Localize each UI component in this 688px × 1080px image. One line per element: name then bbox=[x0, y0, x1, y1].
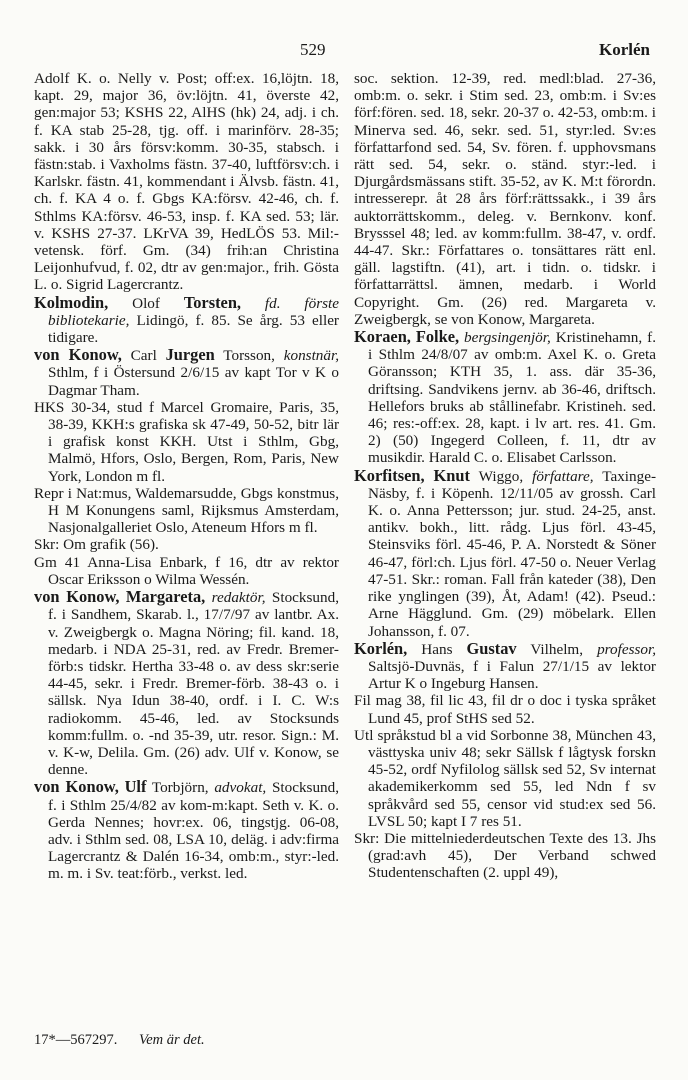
entry-given-name: Margareta, bbox=[125, 587, 206, 607]
biography-entry bbox=[354, 467, 656, 640]
entry-given-name: Ulf bbox=[124, 777, 147, 797]
entry-surname: Korlén, bbox=[354, 638, 408, 658]
entry-occupation: professor, bbox=[583, 640, 657, 658]
entry-text: Saltsjö-Duvnäs, f i Falun 27/1/15 av lektor Artur K o Ingeburg Hansen. bbox=[368, 657, 656, 693]
biography-entry bbox=[34, 294, 339, 347]
paragraph-text: HKS 30-34, stud f Marcel Gromaire, Paris, 35, 38-39, KKH:s grafiska sk 47-49, 50-52, bitr lär i grafisk konst KKH. Utst i Sthlm, Gbg, Malmö, Hfors, Oslo, Bergen, Rom, Paris, New York, London m fl. bbox=[34, 398, 339, 485]
paragraph-text: Gm 41 Anna-Lisa Enbark, f 16, dtr av rektor Oscar Eriksson o Wilma Wessén. bbox=[34, 553, 339, 588]
entry-surname: Koraen, bbox=[354, 327, 411, 347]
entry-surname: von Konow, bbox=[34, 777, 119, 797]
entry-forename bbox=[425, 468, 434, 485]
entry-paragraph bbox=[354, 830, 656, 882]
page-header bbox=[0, 40, 688, 64]
entry-text: Taxinge-Näsby, f. i Köpenh. 12/11/05 av grossh. Carl K. o. Anna Pettersson; jur. stud. 24-25, anst. antikv. bokh., litt. rådg. Ljus förl. 43-45, Steinsviks förl. 45-46, P. A. Norstedt & Söner 46-47, förl:ch. Ljus förl. 47-50 o. Neuer Verlag 47-51. Skr.: roman. Fall från kateder (38), Den rike ynglingen (39), Åt, Adam! (42). Pseud.: Arne Hägglund. Gm. (29) möbelark. Ellen Johansson, f. 07. bbox=[368, 467, 657, 640]
paragraph-text: Skr: Om grafik (56). bbox=[34, 536, 159, 554]
paragraph-text: Fil mag 38, fil lic 43, fil dr o doc i tyska språket Lund 45, prof StHS sed 52. bbox=[354, 692, 656, 727]
entry-given-name: Jurgen bbox=[165, 345, 215, 365]
entry-surname: von Konow, bbox=[34, 587, 120, 607]
entry-paragraph bbox=[354, 727, 656, 830]
publication-title: Vem är det. bbox=[139, 1032, 205, 1048]
biography-entry bbox=[34, 588, 339, 778]
entry-extra-names: Vilhelm, bbox=[516, 640, 584, 658]
paragraph-text: Utl språkstud bl a vid Sorbonne 38, München 43, västtyska univ 48; sekr Sällsk f lågtysk forskn 45-52, ordf Nyfilolog sällsk sed 52, Sv internat akademikerkomm sed 55, led Ndn f sv språkvård sed 55, censor vid stud:ex sed 56. LVSL 50; kapt I 7 res 51. bbox=[354, 726, 656, 830]
biography-entry bbox=[354, 328, 656, 467]
entry-text: Kristinehamn, f. i Sthlm 24/8/07 av omb:m. Axel K. o. Greta Göransson; KTH 35, 1. ass. där 35-36, driftsing. Sandvikens jernv. ab 36-46, driftsch. Hellefors bruks ab stållinefabr. Kristineh. sed. 46; res:-off:ex. 28, kapt. i lv art. res. 41. Gm. 2) (50) Ingegerd Colleen, f. 11, dtr av musikdir. Harald C. o. Elisabet Carlsson. bbox=[368, 329, 656, 467]
entry-text: Sthlm, f i Östersund 2/6/15 av kapt Tor v K o Dagmar Tham. bbox=[48, 364, 339, 399]
page-footer bbox=[34, 1032, 205, 1049]
entry-text: Stocksund, f. i Sandhem, Skarab. l., 17/7/97 av lantbr. Ax. v. Zweigbergk o. Magna Nöring; fil. kand. 18, medarb. i NDA 25-31, red. av Fredr. Bremer-förb:s tidskr. Hertha 33-48 o. av dess skr:serie 44-45, sekr. i Fredr. Bremer-förb. 38-43 o. i sällsk. Nya Idun 38-40, ordf. i I. C. W:s radiokomm. 45-46, led. av Stocksunds komm:fullm. o. -nd 35-39, utr. resor. Sign.: M. v. K-w, Delila. Gm. (26) adv. Ulf v. Konow, se denne. bbox=[48, 589, 340, 779]
continued-entry bbox=[354, 70, 656, 328]
entry-occupation: konstnär, bbox=[274, 347, 339, 365]
entry-occupation: redaktör, bbox=[205, 589, 266, 607]
continued-text: soc. sektion. 12-39, red. medl:blad. 27-36, omb:m. o. sekr. i Stim sed. 23, omb:m. i Sv:es förf:fören. sed. 18, sekr. 20-37 o. 42-53, omb:m. i Minerva sed. 46, sekr. sed. 51, styr:led. Sv:es författarfond sed. 54, Sv. fören. f. upphovsmans rätt sed. 54, sekr. o. ständ. styr:-led. i Djurgårdsmässans stift. 35-52, av K. M:t förordn. intresserepr. åt 28 års förf:rättssakk., i 39 års auktorrättskomm., deleg. v. Bernkonv. konf. Brysssel 48; led. av komm:fullm. 38-47, v. ordf. 44-47. Skr.: Författares o. tonsättares rätt enl. gäll. lagstiftn. (41), art. i tidn. o. tidskr. i författarrättsl. ämnen, medarb. i World Copyright. Gm. (26) red. Margareta v. Zweigbergk, se von Konow, Margareta. bbox=[354, 70, 656, 328]
biography-entry bbox=[354, 640, 656, 693]
entry-paragraph bbox=[34, 554, 339, 588]
entry-occupation: författare, bbox=[523, 467, 594, 485]
entry-given-name: Knut bbox=[433, 465, 470, 485]
entry-surname: Kolmodin, bbox=[34, 292, 109, 312]
paragraph-text: Repr i Nat:mus, Waldemarsudde, Gbgs konstmus, H M Konungens saml, Rijksmus Amsterdam, Nasjonalgalleriet Oslo, Ateneum Hfors m fl. bbox=[34, 484, 339, 537]
entry-forename: Carl bbox=[121, 347, 166, 365]
page-number: 529 bbox=[300, 40, 326, 59]
print-signature: 17*—567297. bbox=[34, 1032, 118, 1048]
running-head: Korlén bbox=[599, 40, 650, 59]
entry-paragraph bbox=[34, 485, 339, 537]
entry-given-name: Torsten, bbox=[183, 292, 242, 312]
entry-text: Stocksund, f. i Sthlm 25/4/82 av kom-m:kapt. Seth v. K. o. Gerda Nennes; hovr:ex. 06, tingstjg. 06-08, adv. i Sthlm sed. 08, LSA 10, deläg. i adv:firma Lagercrantz & Dalén 16-34, omb:m., styr:-led. m. m. i Sv. teat:förb., verkst. led. bbox=[48, 779, 340, 883]
entry-extra-names: Torbjörn, bbox=[146, 779, 209, 797]
entry-paragraph bbox=[354, 692, 656, 726]
continued-text: Adolf K. o. Nelly v. Post; off:ex. 16,löjtn. 18, kapt. 29, major 36, öv:löjtn. 41, överste 42, gen:major 53; KSHS 22, AlHS (hk) 24, adj. i ch. f. KA stab 25-28, tjg. off. i marinförv. 28-35; sakk. i 30 års försv:komm. 30-35, stabsch. i fästn:stab. i Vaxholms fästn. 37-40, luftförsv:ch. i Karlskr. fästn. 41, kommendant i Älvsb. fästn. 41, ch. f. KA 4 o. f. Gbgs KA:försv. 42-46, ch. f. Sthlms KA:försv. 46-53, insp. f. KA sed. 53; lär. v. KSHS 27-37. LKrVA 39, HedLÖS 53. Mil:-vetensk. förf. Gm. (34) frih:an Christina Leijonhufvud, f. 02, dtr av gen:major., frih. Gösta L. o. Sigrid Lagercrantz. bbox=[34, 70, 339, 294]
biography-entry bbox=[34, 778, 339, 882]
entry-forename: Hans bbox=[407, 640, 467, 658]
entry-extra-names: Torsson, bbox=[214, 347, 275, 365]
entry-occupation: fd. förste bibliotekarie, bbox=[48, 294, 339, 329]
entry-given-name: Gustav bbox=[466, 638, 517, 658]
biography-entry bbox=[34, 346, 339, 399]
entry-extra-names: Wiggo, bbox=[469, 467, 524, 485]
entry-text: Lidingö, f. 85. Se årg. 53 eller tidigare. bbox=[48, 311, 339, 347]
entry-given-name: Folke, bbox=[415, 327, 460, 347]
left-column bbox=[34, 70, 339, 883]
entry-forename: Olof bbox=[108, 294, 184, 312]
entry-paragraph bbox=[34, 536, 339, 553]
entry-paragraph bbox=[34, 399, 339, 485]
entry-surname: Korfitsen, bbox=[354, 465, 425, 485]
entry-occupation: advokat, bbox=[208, 779, 267, 797]
right-column bbox=[354, 70, 656, 882]
entry-occupation: bergsingenjör, bbox=[459, 329, 551, 347]
paragraph-text: Skr: Die mittelniederdeutschen Texte des 13. Jhs (grad:avh 45), Der Verband schwed Studentenschaften (2. uppl 49), bbox=[354, 829, 656, 882]
entry-surname: von Konow, bbox=[34, 345, 122, 365]
continued-entry bbox=[34, 70, 339, 294]
